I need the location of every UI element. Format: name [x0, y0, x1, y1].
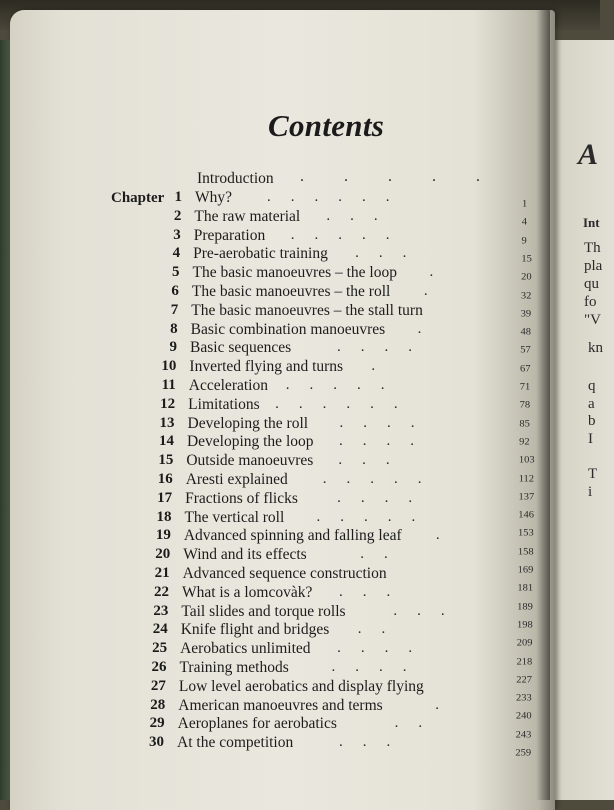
chapter-number: 22	[153, 583, 169, 600]
leader-dots: ..	[357, 621, 406, 638]
chapter-title: Advanced spinning and falling leaf	[183, 527, 402, 545]
page-number: 259	[515, 748, 532, 759]
page-number: 15	[521, 254, 532, 265]
leader-dots: ...	[355, 245, 427, 262]
chapter-title: Outside manoeuvres	[186, 452, 314, 470]
page-number: 243	[515, 730, 532, 740]
right-page-line: i	[588, 484, 593, 500]
chapter-title: American manoeuvres and terms	[178, 696, 383, 714]
page-number: 39	[520, 309, 532, 319]
page-number: 85	[519, 419, 530, 429]
chapter-label: Chapter	[111, 190, 165, 206]
page-number: 71	[519, 382, 531, 393]
chapter-title: The vertical roll	[184, 508, 285, 526]
chapter-title: Advanced sequence construction	[182, 565, 387, 582]
page-number: 146	[518, 510, 534, 521]
chapter-number: 27	[150, 677, 166, 694]
chapter-number: 10	[161, 358, 177, 375]
chapter-title: The raw material	[194, 207, 301, 225]
page-number: 218	[516, 657, 533, 667]
chapter-number: 29	[149, 715, 165, 732]
leader-dots: ....	[337, 339, 433, 356]
page-number: 198	[516, 620, 533, 631]
chapter-title: Pre-aerobatic training	[193, 245, 328, 263]
chapter-title: Aerobatics unlimited	[180, 640, 311, 658]
leader-dots: ...	[338, 452, 410, 469]
chapter-title: What is a lomcovàk?	[181, 583, 313, 601]
chapter-title: Aeroplanes for aerobatics	[177, 715, 337, 733]
leader-dots: ....	[337, 489, 433, 506]
chapter-title: The basic manoeuvres – the stall turn	[191, 301, 423, 319]
leader-dots: .....	[290, 226, 410, 243]
page-number: 67	[520, 364, 531, 374]
page-number: 48	[520, 327, 531, 338]
chapter-number: 21	[154, 565, 170, 581]
chapter-number: 28	[150, 696, 166, 713]
leader-dots: .	[429, 264, 454, 281]
right-page-line: kn	[588, 340, 603, 356]
leader-dots: ....	[338, 433, 434, 450]
chapter-title: Tail slides and torque rolls	[181, 602, 346, 620]
chapter-title: Basic sequences	[190, 339, 292, 357]
chapter-title: At the competition	[177, 734, 294, 752]
right-page-line: I	[588, 431, 593, 447]
right-page-subheading: Int	[583, 215, 600, 230]
page-number: 227	[516, 675, 533, 685]
chapter-number: 24	[152, 621, 168, 638]
leader-dots: ....	[331, 659, 427, 675]
chapter-title: Limitations	[188, 395, 260, 413]
chapter-title: Why?	[195, 189, 233, 206]
right-page-line: b	[588, 413, 596, 429]
chapter-number: 1	[174, 189, 182, 205]
leader-dots: ..	[360, 546, 408, 563]
page-gutter-shadow	[536, 10, 550, 800]
chapter-title: Developing the loop	[186, 433, 314, 451]
chapter-number: 18	[156, 508, 172, 525]
chapter-number: 3	[173, 226, 181, 243]
page-number: 240	[515, 712, 532, 722]
leader-dots: ......	[275, 395, 418, 412]
chapter-number: 30	[149, 734, 165, 751]
leader-dots: .	[417, 320, 442, 337]
leader-dots: ...	[339, 734, 411, 751]
page-number: 189	[517, 602, 533, 612]
introduction-leader-dots: . . . . .	[300, 168, 498, 185]
page-number: 4	[521, 218, 528, 228]
chapter-title: Low level aerobatics and display flying	[178, 677, 424, 695]
page-number: 20	[521, 273, 532, 283]
chapter-number: 5	[172, 264, 180, 281]
right-page-line: fo	[584, 294, 597, 310]
page-number: 92	[519, 437, 530, 448]
chapter-title: Inverted flying and turns	[189, 358, 344, 376]
leader-dots: ....	[339, 414, 435, 431]
chapter-number: 15	[158, 452, 174, 469]
leader-dots: ....	[337, 640, 433, 657]
page-number: 158	[517, 547, 534, 557]
page-title: Contents	[268, 108, 385, 143]
right-page-line: T	[588, 466, 598, 482]
leader-dots: .	[435, 527, 460, 544]
chapter-title: The basic manoeuvres – the roll	[191, 283, 391, 300]
chapter-number: 12	[160, 395, 176, 412]
leader-dots: ......	[267, 189, 410, 205]
chapter-number: 4	[172, 245, 181, 262]
leader-dots: .....	[316, 508, 436, 525]
leader-dots: ...	[338, 583, 411, 600]
page-number: 78	[519, 401, 531, 411]
chapter-number: 9	[169, 339, 178, 356]
leader-dots: ...	[393, 602, 465, 619]
right-page-line: qu	[584, 276, 599, 292]
chapter-number: 23	[153, 602, 169, 619]
right-page-heading: A	[578, 138, 599, 171]
leader-dots: .	[435, 696, 459, 713]
page-number: 9	[521, 236, 527, 246]
page-number: 233	[516, 693, 532, 704]
page-number: 169	[517, 565, 534, 576]
right-page-line: Th	[584, 240, 601, 256]
chapter-number: 2	[173, 207, 182, 224]
leader-dots: .....	[285, 377, 405, 393]
chapter-number: 16	[157, 471, 173, 487]
chapter-number: 11	[161, 377, 176, 393]
chapter-number: 13	[159, 414, 175, 431]
leader-dots: .	[423, 283, 448, 299]
chapter-number: 17	[157, 489, 173, 506]
chapter-number: 14	[158, 433, 174, 450]
introduction-entry: Introduction	[197, 170, 274, 187]
right-page-line: "V	[584, 312, 601, 328]
right-page-line: pla	[584, 258, 603, 274]
chapter-number: 26	[151, 659, 167, 675]
chapter-title: Training methods	[179, 659, 289, 676]
chapter-number: 19	[155, 527, 171, 544]
chapter-number: 20	[155, 546, 171, 563]
page-number: 181	[517, 584, 534, 594]
page-number: 57	[520, 346, 531, 356]
page-number: 137	[518, 492, 535, 502]
leader-dots: .	[371, 358, 396, 375]
chapter-title: The basic manoeuvres – the loop	[192, 264, 397, 282]
chapter-number: 8	[170, 320, 178, 337]
right-page-line: q	[588, 378, 596, 394]
chapter-title: Basic combination manoeuvres	[190, 320, 386, 338]
leader-dots: ...	[326, 207, 398, 224]
page-number: 32	[520, 291, 532, 301]
chapter-title: Wind and its effects	[183, 546, 307, 564]
chapter-title: Aresti explained	[185, 471, 288, 488]
page-number: 1	[522, 199, 528, 210]
chapter-title: Knife flight and bridges	[180, 621, 330, 639]
chapter-number: 6	[171, 283, 179, 299]
page-number: 209	[516, 639, 533, 649]
page-number: 103	[518, 456, 535, 466]
page-number: 112	[518, 474, 535, 484]
chapter-number: 25	[152, 640, 168, 657]
chapter-title: Preparation	[193, 226, 266, 244]
leader-dots: .....	[322, 471, 442, 487]
chapter-title: Developing the roll	[187, 414, 309, 432]
leader-dots: ..	[394, 715, 443, 732]
right-page-line: a	[588, 396, 595, 412]
chapter-title: Acceleration	[188, 377, 268, 394]
chapter-number: 7	[170, 301, 179, 318]
chapter-title: Fractions of flicks	[185, 489, 298, 507]
page-number: 153	[518, 529, 534, 539]
